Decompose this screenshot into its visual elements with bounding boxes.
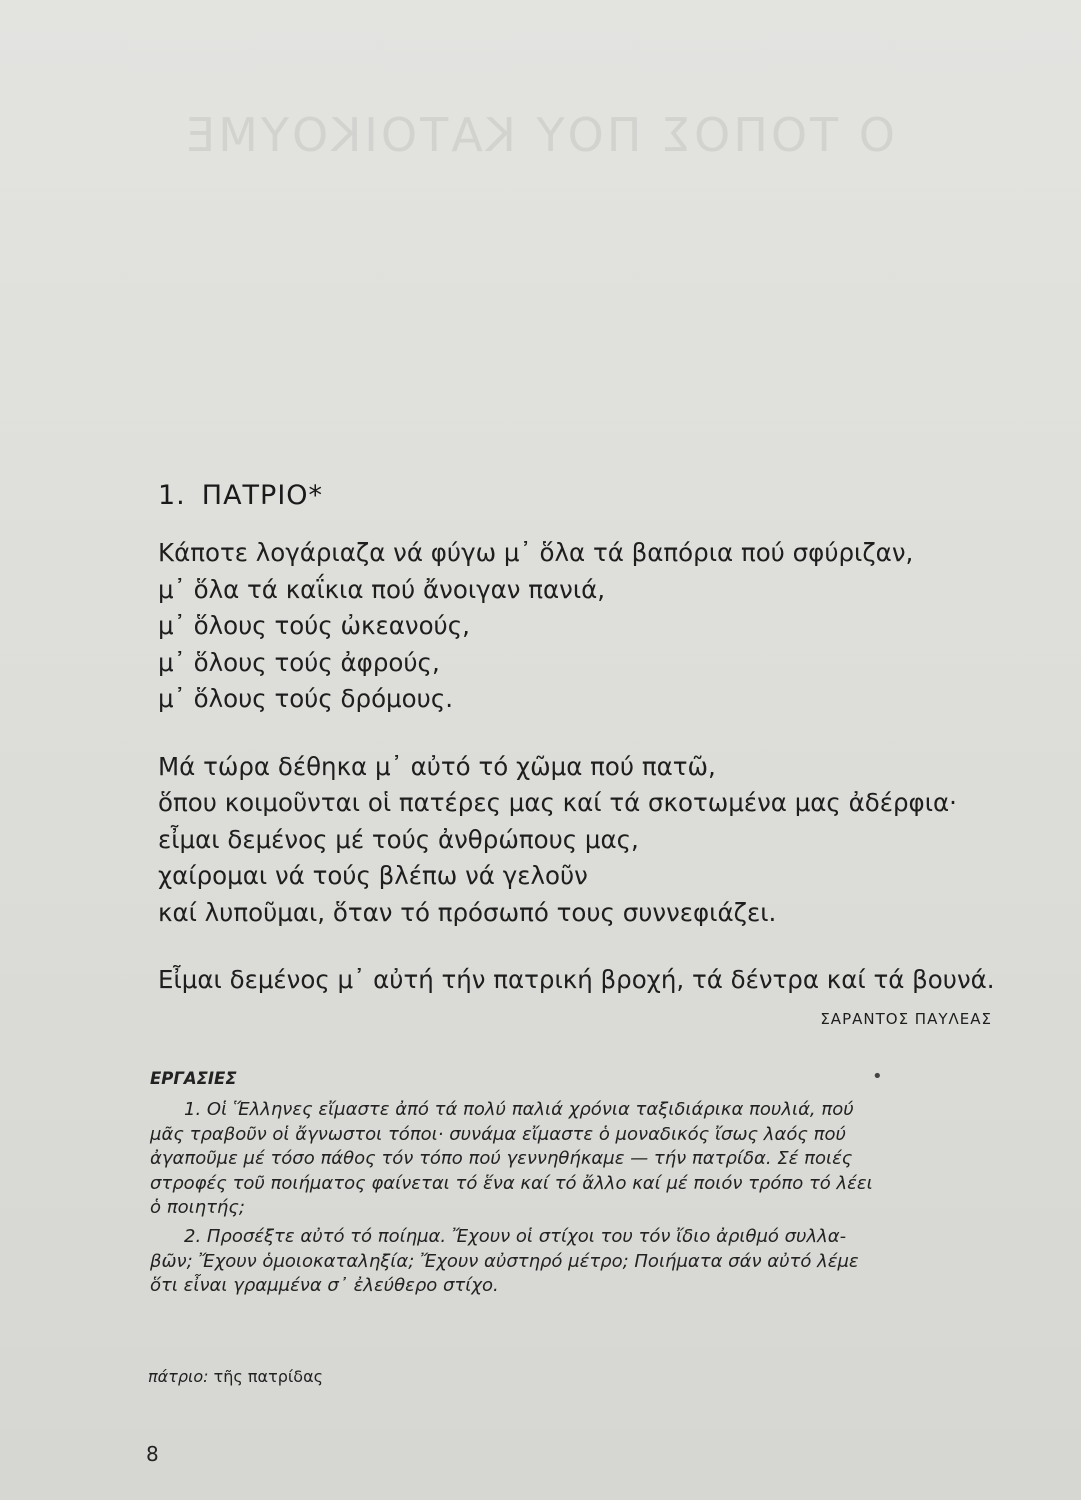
poem-line: μ᾿ ὅλους τούς ἀφρούς, [158,647,440,677]
poem-line: εἶμαι δεμένος μέ τούς ἀνθρώπους μας, [158,824,639,854]
poem-line: καί λυποῦμαι, ὅταν τό πρόσωπό τους συννεφιάζει. [158,897,777,927]
task-line: στροφές τοῦ ποιήματος φαίνεται τό ἕνα καί τό ἄλλο καί μέ ποιόν τρόπο τό λέει [150,1172,873,1194]
gloss-definition: τῆς πατρίδας [213,1367,324,1386]
poem-line: μ᾿ ὅλους τούς ὠκεανούς, [158,611,470,640]
footnote-gloss [148,1367,323,1386]
stray-dot: • [872,1066,883,1087]
poem-title: ΠΑΤΡΙΟ* [201,480,324,512]
stanza-1 [158,535,1008,718]
poem-line: χαίρομαι νά τούς βλέπω νά γελοῦν [158,861,588,890]
poem-line: Εἶμαι δεμένος μ᾿ αὐτή τήν πατρική βροχή, τά δέντρα καί τά βουνά. [158,965,995,994]
gloss-term: πάτριο: [148,1367,209,1386]
task-line: 1. Οἱ Ἕλληνες εἴμαστε ἀπό τά πολύ παλιά χρόνια ταξιδιάρικα πουλιά, πού [184,1099,854,1120]
task-line: ὅτι εἶναι γραμμένα σ᾿ ἐλεύθερο στίχο. [150,1275,499,1297]
poem-line: μ᾿ ὅλα τά καΐκια πού ἄνοιγαν πανιά, [158,574,606,604]
tasks-list [150,1098,1000,1303]
page-number: 8 [146,1442,159,1466]
task-line: ὁ ποιητής; [150,1197,245,1219]
task-line: βῶν; Ἔχουν ὁμοιοκαταληξία; Ἔχουν αὐστηρό μέτρο; Ποιήματα σάν αὐτό λέμε [150,1250,859,1272]
task-line: 2. Προσέξτε αὐτό τό ποίημα. Ἔχουν οἱ στίχοι του τόν ἴδιο ἀριθμό συλλα- [184,1225,847,1247]
stanza-2 [158,749,1008,932]
poem-number: 1. [158,480,186,512]
task-line: μᾶς τραβοῦν οἱ ἄγνωστοι τόποι· συνάμα εἴμαστε ὁ μοναδικός ἴσως λαός πού [150,1123,846,1145]
bleed-through-title: Ο ΤΟΠΟΣ ΠΟΥ ΚΑΤΟΙΚΟΥΜΕ [183,108,895,162]
poem-line: Κάποτε λογάριαζα νά φύγω μ᾿ ὅλα τά βαπόρια πού σφύριζαν, [158,538,914,567]
poem-line: ὅπου κοιμοῦνται οἱ πατέρες μας καί τά σκοτωμένα μας ἀδέρφια· [158,788,957,817]
poem-line: Μά τώρα δέθηκα μ᾿ αὐτό τό χῶμα πού πατῶ, [158,751,716,781]
tasks-heading: ΕΡΓΑΣΙΕΣ [150,1069,237,1088]
poem-body [158,535,1008,999]
task-item-2 [150,1225,1000,1299]
stanza-3 [158,962,1008,999]
task-item-1 [150,1098,1000,1221]
poem-line: μ᾿ ὅλους τούς δρόμους. [158,684,453,713]
task-line: ἀγαποῦμε μέ τόσο πάθος τόν τόπο πού γεννηθήκαμε — τήν πατρίδα. Σέ ποιές [150,1148,853,1170]
poem-author: ΣΑΡΑΝΤΟΣ ΠΑΥΛΕΑΣ [820,1010,992,1028]
poem-heading [158,480,323,511]
